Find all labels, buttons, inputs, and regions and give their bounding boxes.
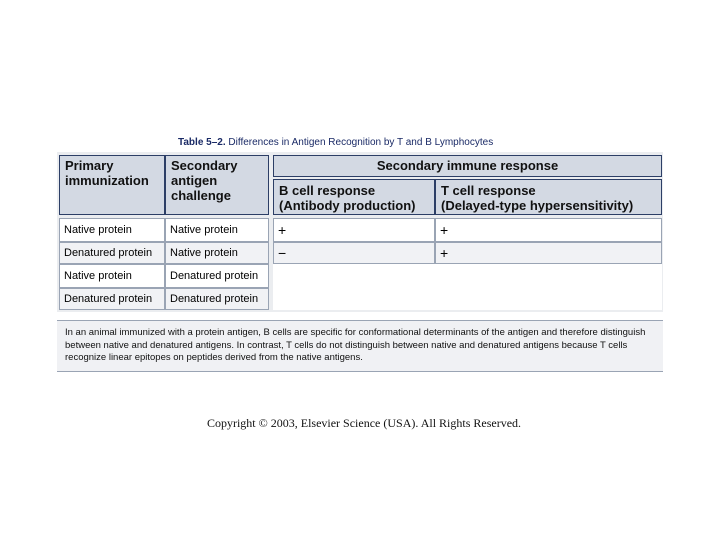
row-2-b-cell: −	[278, 245, 287, 261]
blank-response-area	[273, 264, 662, 310]
header-t-cell-response: T cell response (Delayed-type hypersensitivity)	[435, 179, 662, 215]
table-row	[273, 218, 435, 242]
copyright-notice: Copyright © 2003, Elsevier Science (USA). All Rights Reserved.	[206, 416, 522, 430]
comparison-table	[57, 152, 663, 312]
table-caption: Differences in Antigen Recognition by T and B Lymphocytes	[228, 137, 494, 148]
table-row	[165, 288, 269, 310]
row-1-primary: Native protein	[64, 224, 132, 236]
row-3-primary: Native protein	[64, 270, 132, 282]
table-row	[165, 242, 269, 264]
row-2-challenge: Native protein	[170, 247, 238, 259]
table-number: Table 5–2.	[178, 137, 226, 148]
row-1-t-cell: +	[440, 222, 449, 238]
table-row	[59, 264, 165, 288]
header-secondary-challenge: Secondary antigen challenge	[165, 155, 269, 215]
table-row	[59, 218, 165, 242]
table-row	[435, 242, 662, 264]
table-title	[178, 137, 493, 148]
header-secondary-response: Secondary immune response	[273, 155, 662, 177]
table-row	[273, 242, 435, 264]
table-row	[165, 264, 269, 288]
table-footnote: In an animal immunized with a protein antigen, B cells are specific for conformational determinants of the antigen and therefore distinguish between native and denatured antigens. In contrast, T cells do not distinguish between native and denatured antigens because T cells recognize linear epitopes on peptides derived from the native antigens.	[57, 320, 663, 372]
row-1-challenge: Native protein	[170, 224, 238, 236]
row-1-b-cell: +	[278, 222, 287, 238]
row-4-challenge: Denatured protein	[170, 293, 259, 305]
row-3-challenge: Denatured protein	[170, 270, 259, 282]
row-4-primary: Denatured protein	[64, 293, 153, 305]
row-2-t-cell: +	[440, 245, 449, 261]
row-2-primary: Denatured protein	[64, 247, 153, 259]
table-row	[59, 242, 165, 264]
table-row	[59, 288, 165, 310]
header-primary-immunization: Primary immunization	[59, 155, 165, 215]
table-row	[435, 218, 662, 242]
header-b-cell-response: B cell response (Antibody production)	[273, 179, 435, 215]
table-row	[165, 218, 269, 242]
